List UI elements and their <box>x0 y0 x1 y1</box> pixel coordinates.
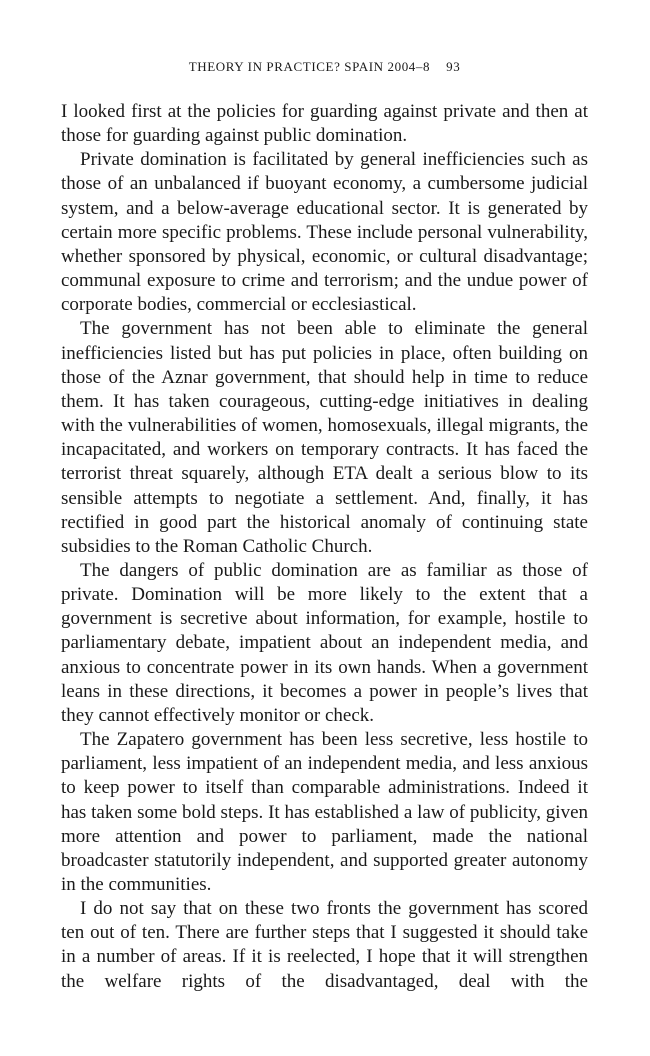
running-header <box>61 58 588 76</box>
page-number: 93 <box>446 59 461 74</box>
paragraph: I looked first at the policies for guarding against private and then at those for guarding against public domination. <box>61 101 588 147</box>
paragraph: The Zapatero government has been less secretive, less hostile to parliament, less impatient of an independent media, and less anxious to keep power to itself than comparable administrations. Indeed it has taken some bold steps. It has established a law of publicity, given more attention and power to parliament, made the national broadcaster statutorily independent, and supported greater autonomy in the communities. <box>61 729 588 895</box>
paragraph: The dangers of public domination are as familiar as those of private. Domination will be more likely to the extent that a government is secretive about information, for example, hostile to parliamentary debate, impatient about an independent media, and anxious to concentrate power in its own hands. When a government leans in these directions, it becomes a power in people’s lives that they cannot effectively monitor or check. <box>61 559 588 726</box>
body-text <box>61 100 588 994</box>
paragraph: Private domination is facilitated by general inefficiencies such as those of an unbalanced if buoyant economy, a cumbersome judicial system, and a below-average educational sector. It is generated by certain more specific problems. These include personal vulnerability, whether sponsored by physical, economic, or cultural disadvantage; communal exposure to crime and terrorism; and the undue power of corporate bodies, commercial or ecclesiastical. <box>61 149 588 316</box>
running-title: THEORY IN PRACTICE? SPAIN 2004–8 <box>188 59 431 74</box>
paragraph: I do not say that on these two fronts the government has scored ten out of ten. There are further steps that I suggested it should take in a number of areas. If it is reelected, I hope that it will strengthen the welfare rights of the disadvantaged, deal with the <box>61 898 588 992</box>
paragraph: The government has not been able to eliminate the general inefficiencies listed but has put policies in place, often building on those of the Aznar government, that should help in time to reduce them. It has taken courageous, cutting-edge initiatives in dealing with the vulnerabilities of women, homosexuals, illegal migrants, the incapacitated, and workers on temporary contracts. It has faced the terrorist threat squarely, although ETA dealt a serious blow to its sensible attempts to negotiate a settlement. And, finally, it has rectified in good part the historical anomaly of continuing state subsidies to the Roman Catholic Church. <box>61 318 588 557</box>
